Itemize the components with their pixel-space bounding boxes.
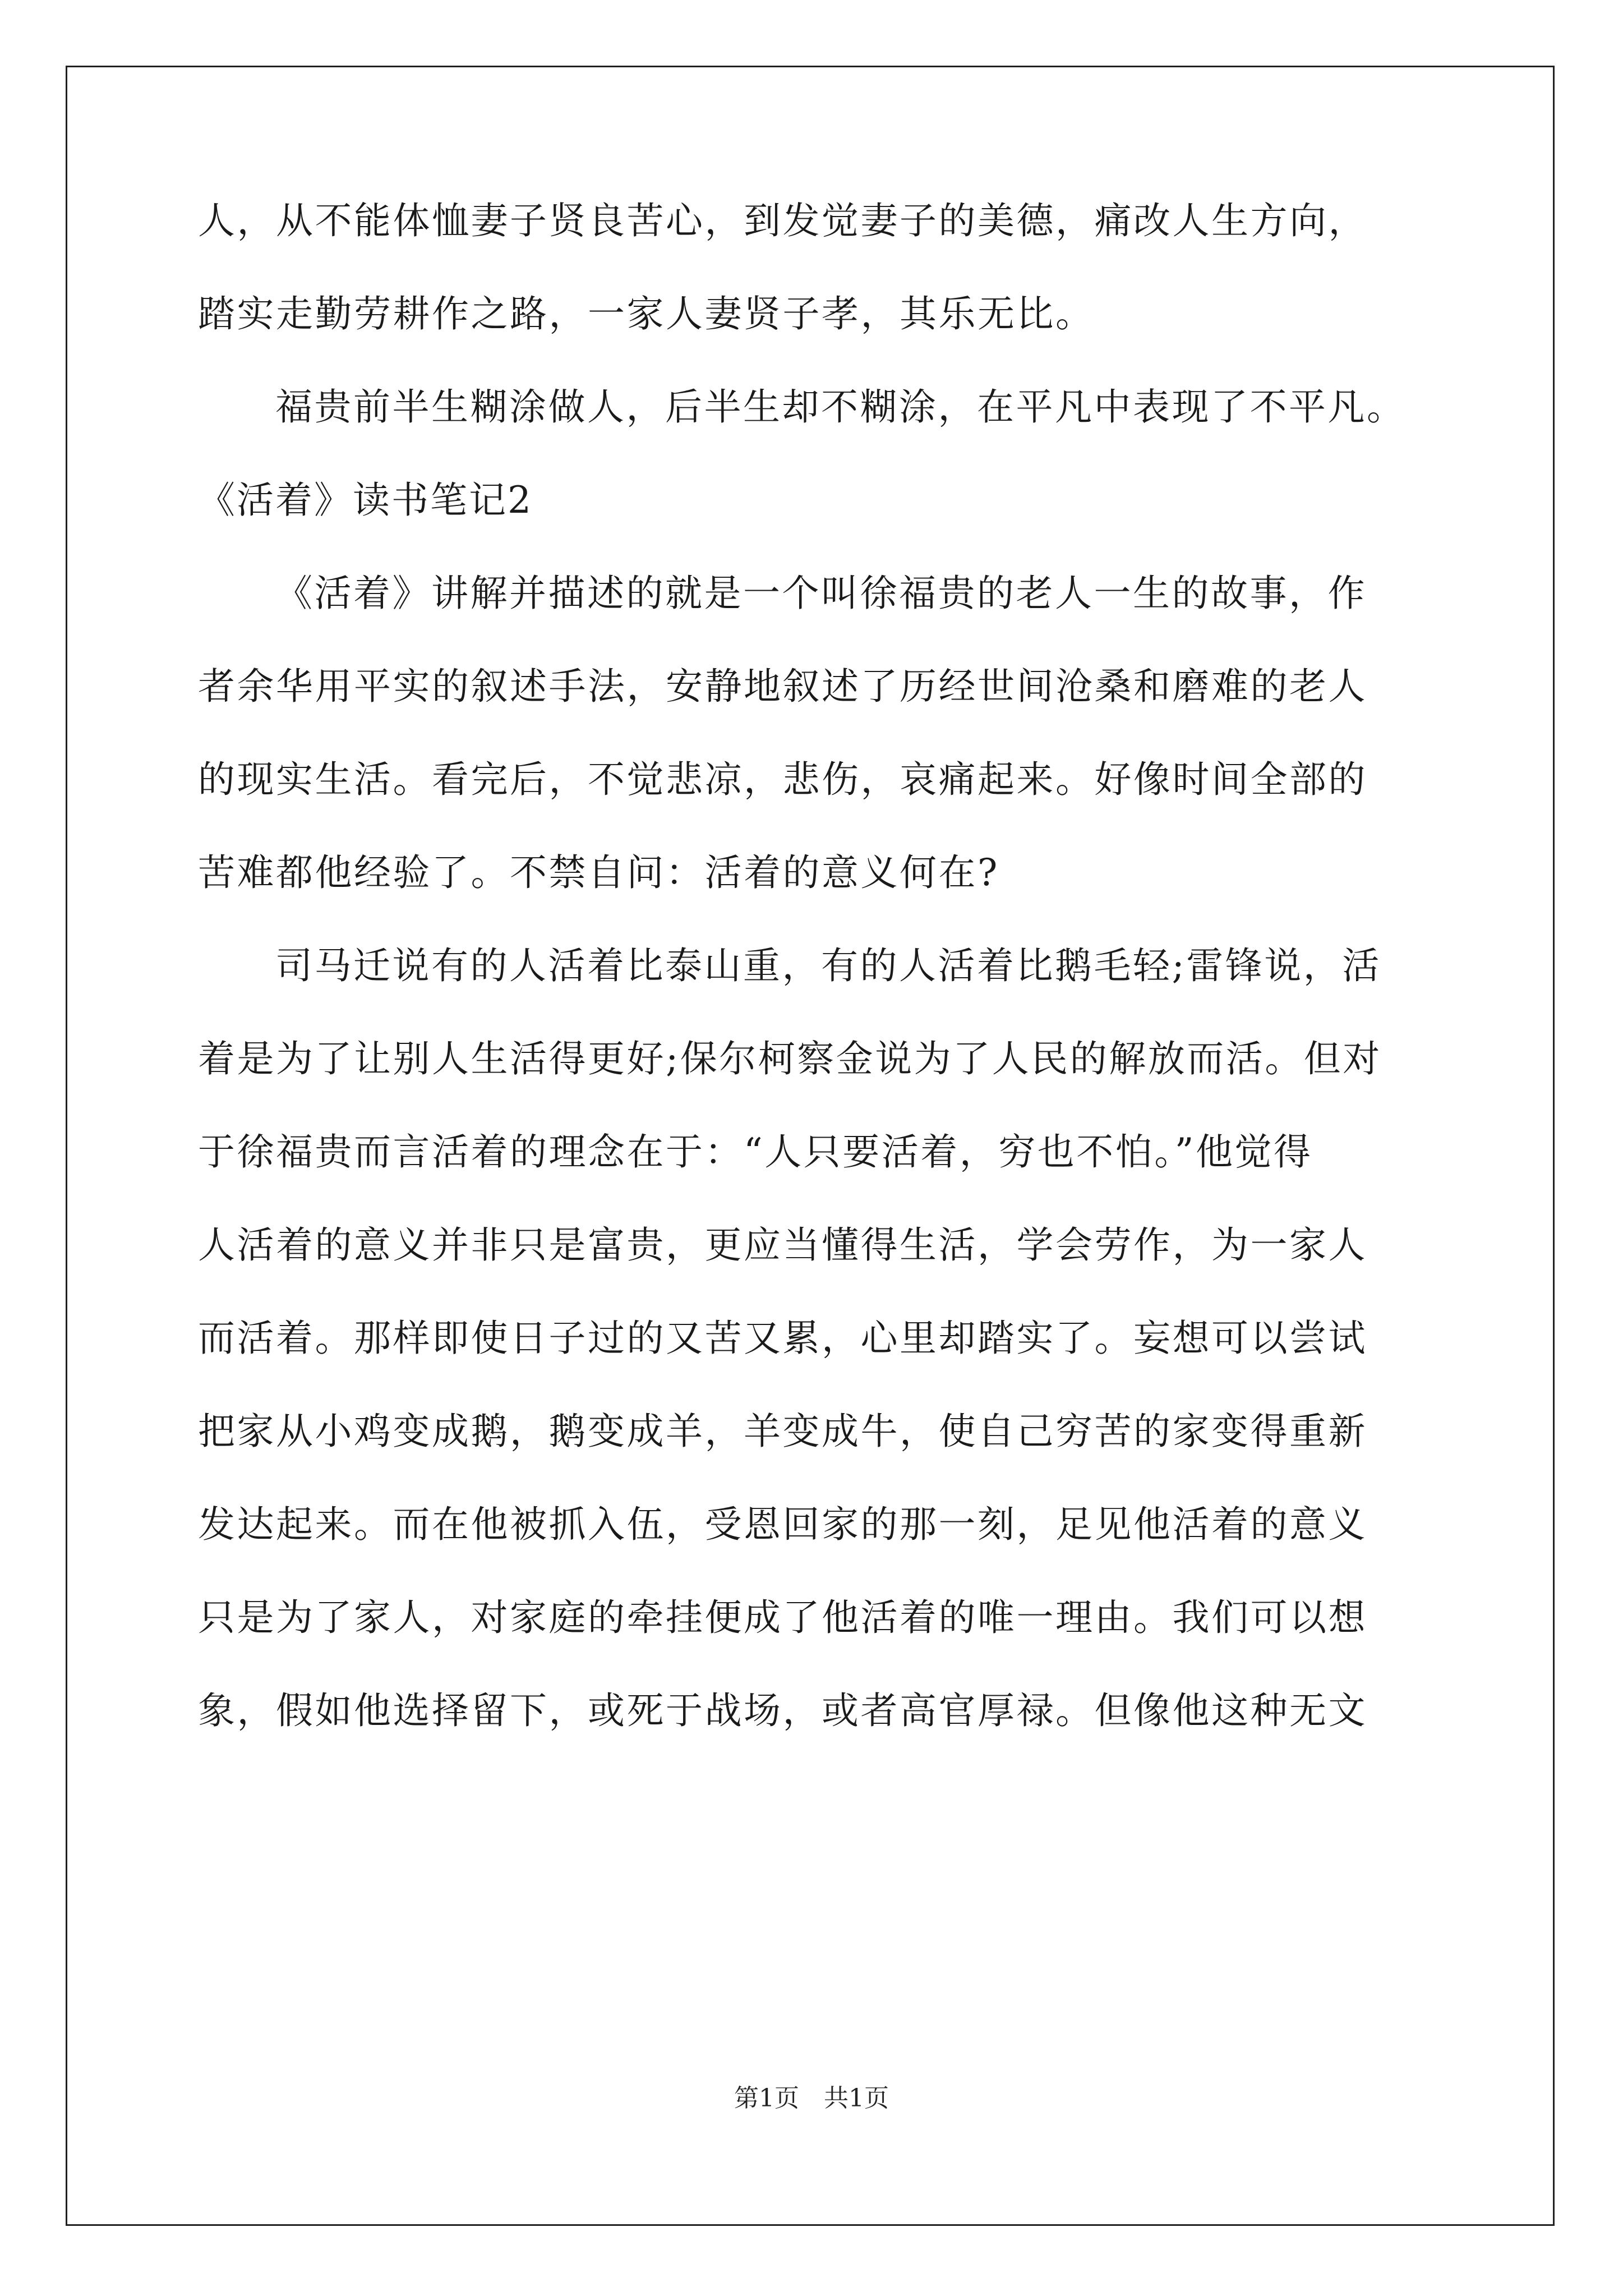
text-line: 只是为了家人，对家庭的牵挂便成了他活着的唯一理由。我们可以想 — [198, 1596, 1367, 1639]
text-line: 发达起来。而在他被抓入伍，受恩回家的那一刻，足见他活着的意义 — [198, 1503, 1367, 1546]
text-line: 于徐福贵而言活着的理念在于：“人只要活着，穷也不怕。”他觉得 — [198, 1130, 1313, 1174]
text-line: 象，假如他选择留下，或死于战场，或者高官厚禄。但像他这种无文 — [198, 1689, 1367, 1732]
text-line: 着是为了让别人生活得更好;保尔柯察金说为了人民的解放而活。但对 — [198, 1037, 1382, 1080]
section-heading: 《活着》读书笔记2 — [198, 478, 533, 522]
text-line: 的现实生活。看完后，不觉悲凉，悲伤，哀痛起来。好像时间全部的 — [198, 758, 1367, 801]
text-line: 人，从不能体恤妻子贤良苦心，到发觉妻子的美德，痛改人生方向， — [198, 199, 1367, 242]
page-number-total: 共1页 — [824, 2084, 889, 2113]
text-line: 人活着的意义并非只是富贵，更应当懂得生活，学会劳作，为一家人 — [198, 1223, 1367, 1267]
text-line: 者余华用平实的叙述手法，安静地叙述了历经世间沧桑和磨难的老人 — [198, 665, 1367, 708]
document-body — [198, 200, 1437, 1783]
text-line: 苦难都他经验了。不禁自问：活着的意义何在? — [198, 851, 999, 894]
text-line: 踏实走勤劳耕作之路，一家人妻贤子孝，其乐无比。 — [198, 292, 1095, 335]
paragraph-start: 司马迁说有的人活着比泰山重，有的人活着比鹅毛轻;雷锋说，活 — [275, 944, 1381, 987]
paragraph-start: 《活着》讲解并描述的就是一个叫徐福贵的老人一生的故事，作 — [275, 572, 1367, 615]
text-line: 把家从小鸡变成鹅，鹅变成羊，羊变成牛，使自己穷苦的家变得重新 — [198, 1410, 1367, 1453]
paragraph-start: 福贵前半生糊涂做人，后半生却不糊涂，在平凡中表现了不平凡。 — [275, 385, 1406, 429]
page-footer — [0, 2083, 1623, 2114]
page-number-current: 第1页 — [734, 2084, 799, 2113]
text-line: 而活着。那样即使日子过的又苦又累，心里却踏实了。妄想可以尝试 — [198, 1317, 1367, 1360]
